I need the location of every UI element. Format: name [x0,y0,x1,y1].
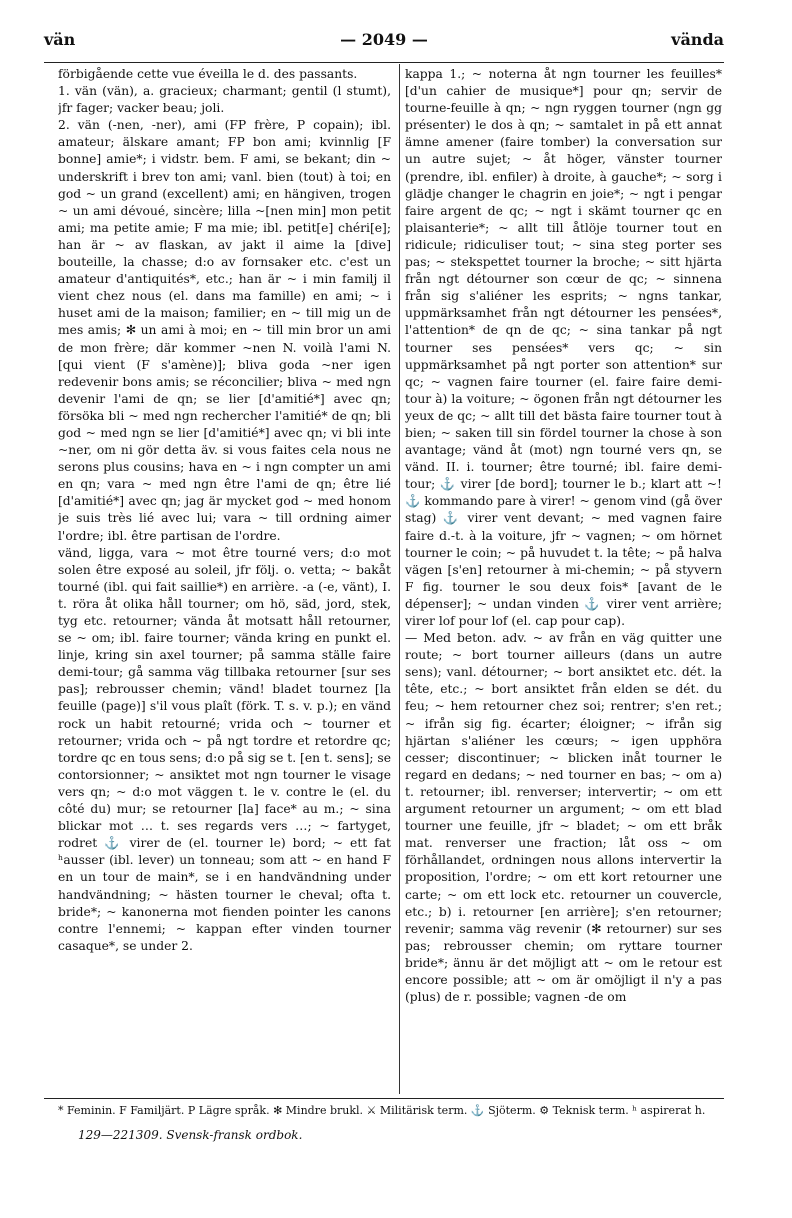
entry-vand: vänd, ligga, vara ~ mot être tourné vers; d:o mot solen être exposé au soleil, jfr följ. o. vetta; ~ bakåt tourné (ibl. qui fait saillie*) en arrière. -a (-e, vänt), I. t. röra åt olika håll tourner; om hö, säd, jord, stek, tyg etc. retourner; vända åt motsatt håll retourner, se ~ om; ibl. faire tourner; vända kring en punkt el. linje, kring sin axel tourner; på samma ställe faire demi-tour; gå samma väg tillbaka retourner [sur ses pas]; rebrousser chemin; vänd! bladet tournez [la feuille (page)] s'il vous plaît (förk. T. s. v. p.); en vänd rock un habit retourné; vrida och ~ tourner et retourner; vrida och ~ på ngt tordre et retordre qc; tordre qc en tous sens; d:o på sig se t. [en t. sens]; se contorsionner; ~ ansiktet mot ngn tourner le visage vers qn; ~ d:o mot väggen t. le v. contre le (el. du côté du) mur; se retourner [la] face* au m.; ~ sina blickar mot … t. ses regards vers …; ~ fartyget, rodret ⚓ virer de (el. tourner le) bord; ~ ett fat ʰausser (ibl. lever) un tonneau; som att ~ en hand F en un tour de main*, se i en handvändning under handvändning; ~ hästen tourner le cheval; ofta t. bride*; ~ kanonerna mot fienden pointer les canons contre l'ennemi; ~ kappan efter vinden tourner casaque*, se under 2. [58,545,391,953]
entry-van-2: 2. vän (-nen, -ner), ami (FP frère, P copain); ibl. amateur; älskare amant; FP bon ami; kvinnlig [F bonne] amie*; i vidstr. bem. F ami, se bekant; din ~ underskrift i brev ton ami; vanl. bien (tout) à toi; en god ~ un grand (excellent) ami; en hängiven, trogen ~ un ami dévoué, sincère; lilla ~[nen min] mon petit ami; ma petite amie; F ma mie; ibl. petit[e] chéri[e]; han är ~ av flaskan, av jakt il aime la [dive] bouteille, la chasse; d:o av fornsaker etc. c'est un amateur d'antiquités*, etc.; han är ~ i min familj il vient chez nous (el. dans ma famille) en ami; ~ i huset ami de la maison; familier; en ~ till mig un de mes amis; ✻ un ami à moi; en ~ till min bror un ami de mon frère; där kommer ~nen N. voilà l'ami N. [qui vient (F s'amène)]; bliva goda ~ner igen redevenir bons amis; se réconcilier; bliva ~ med ngn devenir l'ami de qn; se lier [d'amitié*] avec qn; försöka bli ~ med ngn rechercher l'amitié* de qn; bli god ~ med ngn se lier [d'amitié*] avec qn; vi bli inte ~ner, om ni gör detta äv. si vous faites cela nous ne serons plus cousins; hava en ~ i ngn compter un ami en qn; vara ~ med ngn être l'ami de qn; être lié [d'amitié*] avec qn; jag är mycket god ~ med honom je suis très lié avec lui; vara ~ till ordning aimer l'ordre; ibl. être partisan de l'ordre. [58,118,391,543]
left-guide-word: vän [44,30,76,49]
left-column [58,66,391,1094]
page-header [44,30,724,54]
footnote-rule [44,1098,724,1099]
header-rule [44,62,724,63]
entry-van-1: 1. vän (vän), a. gracieux; charmant; gentil (l stumt), jfr fager; vacker beau; joli. [58,84,391,116]
entry-forbigaende: förbigående cette vue éveilla le d. des passants. [58,67,358,81]
column-divider [399,64,400,1094]
abbreviation-footnote: * Feminin. F Familjärt. P Lägre språk. ✻ Mindre brukl. ⚔ Militärisk term. ⚓ Sjöterm. ⚙ Teknisk term. ʰ aspirerat h. [58,1104,706,1117]
entry-vanda-continued: kappa 1.; ~ noterna åt ngn tourner les feuilles* [d'un cahier de musique*] pour qn; servir de tourne-feuille à qn; ~ ngn ryggen tourner (ngn gg présenter) le dos à qn; ~ samtalet in på ett annat ämne amener (faire tomber) la conversation sur un autre sujet; ~ åt höger, vänster tourner (prendre, ibl. enfiler) à droite, à gauche*; ~ sorg i glädje changer le chagrin en joie*; ~ ngt i pengar faire argent de qc; ~ ngt i skämt tourner qc en plaisanterie*; ~ allt till åtlöje tourner tout en ridicule; ridiculiser tout; ~ sina steg porter ses pas; ~ stekspettet tourner la broche; ~ sitt hjärta från ngt détourner son cœur de qc; ~ sinnena från sig s'aliéner les esprits; ~ ngns tankar, uppmärksamhet från ngt détourner les pensées*, l'attention* de qn de qc; ~ sina tankar på ngt tourner ses pensées* vers qc; ~ sin uppmärksamhet på ngt porter son attention* sur qc; ~ vagnen faire tourner (el. faire faire demi-tour à) la voiture; ~ ögonen från ngt détourner les yeux de qc; ~ allt till det bästa faire tourner tout à bien; ~ saken till sin fördel tourner la chose à son avantage; vänd åt (mot) ngn tourné vers qn, se vänd. II. i. tourner; être tourné; ibl. faire demi-tour; ⚓ virer [de bord]; tourner le b.; klart att ~! ⚓ kommando pare à virer! ~ genom vind (gå över stag) ⚓ virer vent devant; ~ med vagnen faire faire d.-t. à la voiture, jfr ~ vagnen; ~ om hörnet tourner le coin; ~ på huvudet t. la tête; ~ på halva vägen [s'en] retourner à mi-chemin; ~ på styvern F fig. tourner le sou deux fois* [avant de le dépenser]; ~ undan vinden ⚓ virer vent arrière; virer lof pour lof (el. cap pour cap). [405,67,722,628]
right-guide-word: vända [671,30,724,49]
entry-vanda-adverbs: — Med beton. adv. ~ av från en väg quitter une route; ~ bort tourner ailleurs (dans un autre sens); vanl. détourner; ~ bort ansiktet etc. dét. la tête, etc.; ~ bort ansiktet från elden se dét. du feu; ~ hem retourner chez soi; rentrer; s'en ret.; ~ ifrån sig fig. écarter; éloigner; ~ ifrån sig hjärtan s'aliéner les cœurs; ~ igen upphöra cesser; discontinuer; ~ blicken inåt tourner le regard en dedans; ~ ned tourner en bas; ~ om a) t. retourner; ibl. renverser; intervertir; ~ om ett argument retourner un argument; ~ om ett blad tourner une feuille, jfr ~ bladet; ~ om ett bråk mat. renverser une fraction; låt oss ~ om förhållandet, ordningen nous allons intervertir la proposition, l'ordre; ~ om ett kort retourner une carte; ~ om ett lock etc. retourner un couvercle, etc.; b) i. retourner [en arrière]; s'en retourner; revenir; samma väg revenir (✻ retourner) sur ses pas; rebrousser chemin; om ryttare tourner bride*; ännu är det möjligt att ~ om le retour est encore possible; att ~ om är omöjligt il n'y a pas (plus) de r. possible; vagnen -de om [405,631,722,1005]
page-number: — 2049 — [340,30,428,49]
right-column [405,66,722,1094]
printer-signature: 129—221309. Svensk-fransk ordbok. [78,1128,303,1142]
